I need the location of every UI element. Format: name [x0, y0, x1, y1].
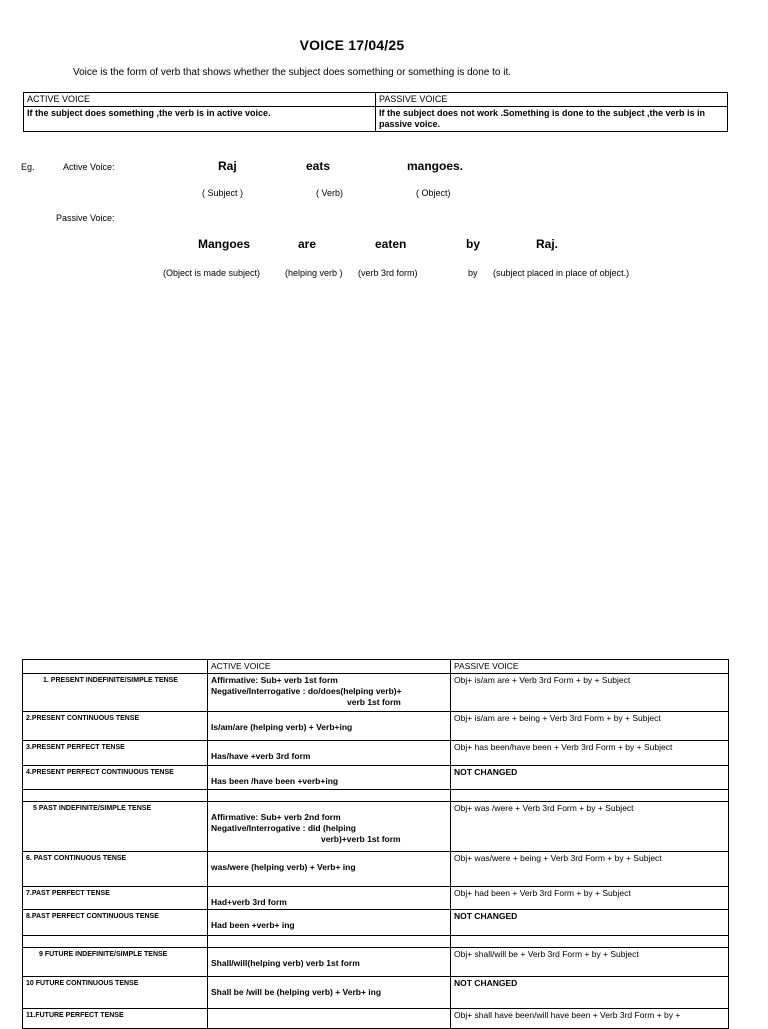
active-form: was/were (helping verb) + Verb+ ing: [208, 852, 451, 887]
active-role-object: ( Object): [416, 188, 451, 198]
active-form: [208, 674, 451, 712]
passive-role-helping: (helping verb ): [285, 268, 343, 278]
active-voice-label: Active Voice:: [63, 162, 115, 172]
eg-label: Eg.: [21, 162, 35, 172]
tense-name: 11.FUTURE PERFECT TENSE: [23, 1009, 208, 1029]
passive-word-object: Mangoes: [198, 237, 251, 251]
passive-form: Obj+ has been/have been + Verb 3rd Form + by + Subject: [451, 741, 729, 766]
passive-form: Obj+ was/were + being + Verb 3rd Form + by + Subject: [451, 852, 729, 887]
table-row: [23, 852, 729, 887]
passive-word-by: by: [466, 237, 481, 251]
passive-form: NOT CHANGED: [451, 766, 729, 790]
active-line-2: Negative/Interrogative : do/does(helping verb)+: [211, 686, 402, 696]
passive-word-helping: are: [298, 237, 317, 251]
active-voice-definition: If the subject does something ,the verb is in active voice.: [24, 107, 376, 132]
passive-role-by: by: [468, 268, 478, 278]
passive-form: NOT CHANGED: [451, 977, 729, 1009]
spacer-cell: [451, 936, 729, 948]
spacer-cell: [23, 790, 208, 802]
spacer-cell: [208, 790, 451, 802]
tense-name: 5 PAST INDEFINITE/SIMPLE TENSE: [23, 802, 208, 852]
tense-name: 2.PRESENT CONTINUOUS TENSE: [23, 712, 208, 741]
passive-form: Obj+ had been + Verb 3rd Form + by + Subject: [451, 887, 729, 910]
table-row: [23, 887, 729, 910]
table-header-passive: PASSIVE VOICE: [451, 660, 729, 674]
active-line-2: Negative/Interrogative : did (helping: [211, 823, 356, 833]
active-form: Has been /have been +verb+ing: [208, 766, 451, 790]
table-row: [23, 802, 729, 852]
active-line-1: Affirmative: Sub+ verb 1st form: [211, 675, 338, 685]
table-spacer-row: [23, 790, 729, 802]
passive-form: NOT CHANGED: [451, 910, 729, 936]
active-voice-header: ACTIVE VOICE: [24, 93, 376, 107]
table-row: [23, 766, 729, 790]
active-form: Had been +verb+ ing: [208, 910, 451, 936]
table-row: [23, 741, 729, 766]
active-role-subject: ( Subject ): [202, 188, 244, 198]
active-word-object: mangoes.: [407, 159, 464, 173]
passive-role-subject: (subject placed in place of object.): [493, 268, 630, 278]
table-spacer-row: [23, 936, 729, 948]
active-word-verb: eats: [306, 159, 331, 173]
intro-text: Voice is the form of verb that shows whether the subject does something or something is done to it.: [73, 67, 512, 78]
passive-word-subject: Raj.: [536, 237, 559, 251]
tense-name: 9 FUTURE INDEFINITE/SIMPLE TENSE: [23, 948, 208, 977]
active-form: Shall be /will be (helping verb) + Verb+ ing: [208, 977, 451, 1009]
passive-form: Obj+ was /were + Verb 3rd Form + by + Subject: [451, 802, 729, 852]
passive-voice-definition: If the subject does not work .Something is done to the subject ,the verb is in passive voice.: [376, 107, 728, 132]
passive-role-object: (Object is made subject): [163, 268, 261, 278]
active-form: Shall/will(helping verb) verb 1st form: [208, 948, 451, 977]
passive-voice-header: PASSIVE VOICE: [376, 93, 728, 107]
tense-name: 6. PAST CONTINUOUS TENSE: [23, 852, 208, 887]
spacer-cell: [208, 936, 451, 948]
spacer-cell: [451, 790, 729, 802]
table-header-active: ACTIVE VOICE: [208, 660, 451, 674]
active-form: Has/have +verb 3rd form: [208, 741, 451, 766]
active-role-verb: ( Verb): [316, 188, 344, 198]
active-form: [208, 1009, 451, 1029]
active-line-3: verb)+verb 1st form: [321, 834, 401, 844]
passive-form: Obj+ is/am are + Verb 3rd Form + by + Subject: [451, 674, 729, 712]
definition-table: [23, 92, 728, 132]
active-form: Is/am/are (helping verb) + Verb+ing: [208, 712, 451, 741]
tense-table: [22, 659, 729, 1029]
table-row: [23, 977, 729, 1009]
passive-voice-label: Passive Voice:: [56, 213, 115, 223]
table-row: [23, 712, 729, 741]
table-header-empty: [23, 660, 208, 674]
table-row: [23, 674, 729, 712]
table-row: [23, 910, 729, 936]
passive-form: Obj+ is/am are + being + Verb 3rd Form + by + Subject: [451, 712, 729, 741]
tense-name: 7.PAST PERFECT TENSE: [23, 887, 208, 910]
table-row: [23, 948, 729, 977]
active-line-1: Affirmative: Sub+ verb 2nd form: [211, 812, 341, 822]
passive-role-verb: (verb 3rd form): [358, 268, 418, 278]
tense-name: 1. PRESENT INDEFINITE/SIMPLE TENSE: [23, 674, 208, 712]
tense-name: 10 FUTURE CONTINUOUS TENSE: [23, 977, 208, 1009]
tense-name: 4.PRESENT PERFECT CONTINUOUS TENSE: [23, 766, 208, 790]
active-form: Had+verb 3rd form: [208, 887, 451, 910]
passive-form: Obj+ shall have been/will have been + Verb 3rd Form + by +: [451, 1009, 729, 1029]
active-word-subject: Raj: [218, 159, 237, 173]
page-title: VOICE 17/04/25: [299, 37, 405, 53]
tense-name: 8.PAST PERFECT CONTINUOUS TENSE: [23, 910, 208, 936]
passive-form: Obj+ shall/will be + Verb 3rd Form + by + Subject: [451, 948, 729, 977]
active-line-3: verb 1st form: [347, 697, 401, 707]
spacer-cell: [23, 936, 208, 948]
table-row: [23, 1009, 729, 1029]
active-form: [208, 802, 451, 852]
passive-word-verb: eaten: [375, 237, 407, 251]
tense-name: 3.PRESENT PERFECT TENSE: [23, 741, 208, 766]
